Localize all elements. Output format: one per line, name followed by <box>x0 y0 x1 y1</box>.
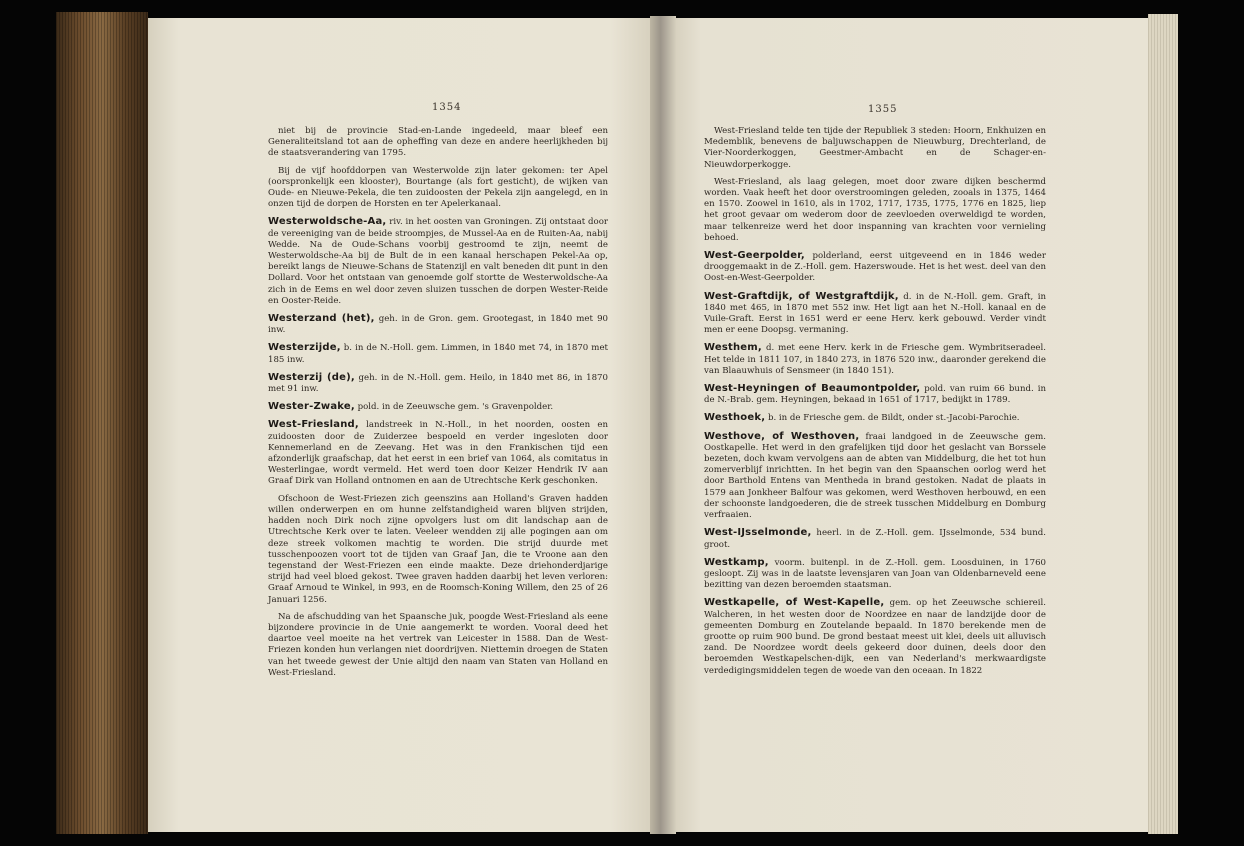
dictionary-entry <box>268 313 608 336</box>
entry-text: d. met eene Herv. kerk in de Friesche gem. Wymbritseradeel. Het telde in 1811 107, in 1840 273, in 1876 520 inw., daaronder gerekend die van Blaauwhuis of Sensmeer (in 1840 151). <box>704 343 1046 376</box>
dictionary-entry <box>268 216 608 307</box>
entry-text: geh. in de Gron. gem. Grootegast, in 1840 met 90 inw. <box>268 314 608 336</box>
dictionary-entry <box>704 557 1046 592</box>
paragraph <box>704 126 1046 171</box>
left-page <box>148 18 662 832</box>
paragraph <box>704 177 1046 244</box>
dictionary-entry <box>268 372 608 395</box>
page-number: 1355 <box>868 104 898 115</box>
book-fore-edge-left <box>56 12 148 834</box>
entry-text: Bij de vijf hoofddorpen van Westerwolde zijn later gekomen: ter Apel (oorspronkelijk een klooster), Bourtange (als fort gesticht), de wijken van Oude- en Nieuwe-Pekela, die ten zuidoosten der Pekela zijn aangelegd, en in onzen tijd de dorpen de Horsten en ter Apelerkanaal. <box>268 165 608 210</box>
entry-text: West-Friesland, als laag gelegen, moet door zware dijken beschermd worden. Vaak heeft het door overstroomingen geleden, zooals in 1375, 1464 en 1570. Zoowel in 1610, als in 1702, 1717, 1735, 1775, 1776 en 1825, liep het groot gevaar om wederom door de zeevloeden overweldigd te worden, maar telkenreize werd het door inspanning van krachten voor vernieling behoed. <box>704 176 1046 243</box>
entry-text: pold. van ruim 66 bund. in de N.-Brab. gem. Heyningen, bekaad in 1651 of 1717, bedijkt in 1789. <box>704 384 1047 406</box>
entry-headword: West-Heyningen of Beaumontpolder, <box>704 383 921 395</box>
entry-text: riv. in het oosten van Groningen. Zij ontstaat door de vereeniging van de beide stroompjes, de Mussel-Aa en de Ruiten-Aa, nabij Wedde. Na de Oude-Schans voorbij gestroomd te zijn, neemt de Westerwoldsche-Aa bij de Bult de in een kanaal herschapen Pekel-Aa op, bereikt langs de Nieuwe-Schans de Statenzijl en valt beneden dit punt in den Dollard. Voor het ontstaan van genoemde golf stortte de Westerwoldsche-Aa zich in de Eems en wel door zeven sluizen tusschen de dorpen Wester-Reide en Ooster-Reide. <box>268 217 608 306</box>
dictionary-entry <box>704 250 1046 285</box>
entry-headword: Westerzijde, <box>268 342 341 354</box>
entry-headword: Westkamp, <box>704 556 769 568</box>
entry-text: gem. op het Zeeuwsche schiereil. Walcheren, in het westen door de Noordzee en naar de landzijde door de gemeenten Domburg en Zoutelande bepaald. In 1870 berekende men de grootte op ruim 900 bund. De grond bestaat meest uit klei, deels uit alluvisch zand. De Noordzee wordt deels gekeerd door duinen, deels door den beroemden Westkapelschen-dijk, een van Nederland's merkwaardigste verdedigingsmiddelen tegen de woede van den oceaan. In 1822 <box>704 598 1046 676</box>
entry-text: b. in de Friesche gem. de Bildt, onder st.-Jacobi-Parochie. <box>767 413 1020 424</box>
entry-headword: Westhove, of Westhoven, <box>704 430 860 442</box>
page-body <box>268 126 608 685</box>
dictionary-entry <box>704 383 1046 406</box>
entry-text: heerl. in de Z.-Holl. gem. IJsselmonde, 534 bund. groot. <box>704 528 1047 550</box>
entry-text: niet bij de provincie Stad-en-Lande ingedeeld, maar bleef een Generaliteitsland tot aan de opheffing van deze en andere heerlijkheden bij de staatsverandering van 1795. <box>268 126 608 159</box>
entry-text: voorm. buitenpl. in de Z.-Holl. gem. Loosduinen, in 1760 gesloopt. Zij was in de laatste levensjaren van Joan van Oldenbarneveld eene bezitting van dezen beroemden staatsman. <box>704 557 1046 591</box>
entry-headword: Westerwoldsche-Aa, <box>268 216 387 228</box>
entry-headword: Westerzand (het), <box>268 313 375 325</box>
paragraph <box>268 166 608 211</box>
book-fore-edge-right <box>1148 14 1178 834</box>
entry-text: landstreek in N.-Holl., in het noorden, oosten en zuidoosten door de Zuiderzee bespoeld en verder ingesloten door Kennemerland en de Zeevang. Het was in den Frankischen tijd een afzonderlijk graafschap, dat het eerst in een brief van 1064, als comitatus in Westerlingae, wordt vermeld. Het werd toen door Keizer Hendrik IV aan Graaf Dirk van Holland ontnomen en aan de Utrechtsche Kerk geschonken. <box>268 420 608 487</box>
entry-text: d. in de N.-Holl. gem. Graft, in 1840 met 465, in 1870 met 552 inw. Het ligt aan het N.-Holl. kanaal en de Vuile-Graft. Eerst in 1651 werd er eene Herv. kerk gebouwd. Verder vindt men er eene Doopsg. vermaning. <box>704 291 1046 336</box>
entry-text: b. in de N.-Holl. gem. Limmen, in 1840 met 74, in 1870 met 185 inw. <box>268 343 608 365</box>
entry-headword: West-Graftdijk, of Westgraftdijk, <box>704 290 899 302</box>
dictionary-entry <box>704 431 1046 522</box>
book-spine <box>650 16 676 834</box>
entry-text: Na de afschudding van het Spaansche juk, poogde West-Friesland als eene bijzondere provincie in de Unie aangemerkt te worden. Vooral deed het daartoe veel moeite na het vertrek van Leicester in 1588. Dan de West-Friezen konden hun verlangen niet doordrijven. Niettemin droegen de Staten van het tweede gewest der Unie altijd den naam van Staten van Holland en West-Friesland. <box>268 611 608 678</box>
dictionary-entry <box>704 412 1046 424</box>
entry-headword: West-IJsselmonde, <box>704 527 812 539</box>
entry-headword: Westhoek, <box>704 412 766 424</box>
dictionary-entry <box>704 291 1046 337</box>
dictionary-entry <box>704 342 1046 377</box>
entry-text: West-Friesland telde ten tijde der Republiek 3 steden: Hoorn, Enkhuizen en Medemblik, benevens de baljuwschappen de Nieuwburg, Drechterland, de Vier-Noorderkoggen, Geestmer-Ambacht en de Schager-en-Nieuwdorperkogge. <box>704 126 1046 170</box>
right-page <box>662 18 1148 832</box>
entry-text: Ofschoon de West-Friezen zich geenszins aan Holland's Graven hadden willen onderwerpen en om hunne zelfstandigheid waren blijven strijden, hadden noch Dirk noch zijne opvolgers lust om dit landschap aan de Utrechtsche Kerk over te laten. Veeleer wendden zij alle pogingen aan om deze streek volkomen machtig te worden. Die strijd duurde met tusschenpoozen voort tot de tijden van Graaf Jan, die te Vroone aan den tegenstand der West-Friezen een einde maakte. Deze driehonderdjarige strijd had veel bloed gekost. Twee graven hadden daarbij het leven verloren: Graaf Arnoud te Winkel, in 993, en de Roomsch-Koning Willem, den 25 of 26 Januari 1256. <box>268 493 608 605</box>
dictionary-entry <box>268 401 608 413</box>
entry-headword: Westhem, <box>704 342 762 354</box>
page-body <box>704 126 1046 683</box>
dictionary-entry <box>704 527 1046 550</box>
entry-headword: West-Friesland, <box>268 419 359 431</box>
entry-headword: Wester-Zwake, <box>268 401 355 413</box>
entry-headword: Westerzij (de), <box>268 371 355 383</box>
entry-text: geh. in de N.-Holl. gem. Heilo, in 1840 met 86, in 1870 met 91 inw. <box>268 372 608 395</box>
dictionary-entry <box>268 419 608 487</box>
paragraph <box>268 612 608 679</box>
paragraph <box>268 494 608 606</box>
entry-text: polderland, eerst uitgeveend en in 1846 weder drooggemaakt in de Z.-Holl. gem. Hazerswoude. Het is het west. deel van den Oost-en-West-Geerpolder. <box>704 251 1046 284</box>
entry-headword: West-Geerpolder, <box>704 250 805 262</box>
entry-text: fraai landgoed in de Zeeuwsche gem. Oostkapelle. Het werd in den grafelijken tijd door het geslacht van Borssele bezeten, doch kwam vervolgens aan de abten van Middelburg, die het tot hun zomerverblijf inrichtten. In het begin van den Spaanschen oorlog werd het door Barthold Entens van Mentheda in brand gestoken. Nadat de plaats in 1579 aan Jonkheer Balfour was gekomen, werd Westhoven herbouwd, en een der schoonste landgoederen, die de streek tusschen Middelburg en Domburg verfraaien. <box>704 431 1046 521</box>
dictionary-entry <box>268 342 608 365</box>
entry-headword: Westkapelle, of West-Kapelle, <box>704 597 885 609</box>
paragraph <box>268 126 608 160</box>
entry-text: pold. in de Zeeuwsche gem. 's Gravenpolder. <box>357 402 554 413</box>
page-number: 1354 <box>432 102 462 113</box>
dictionary-entry <box>704 597 1046 676</box>
